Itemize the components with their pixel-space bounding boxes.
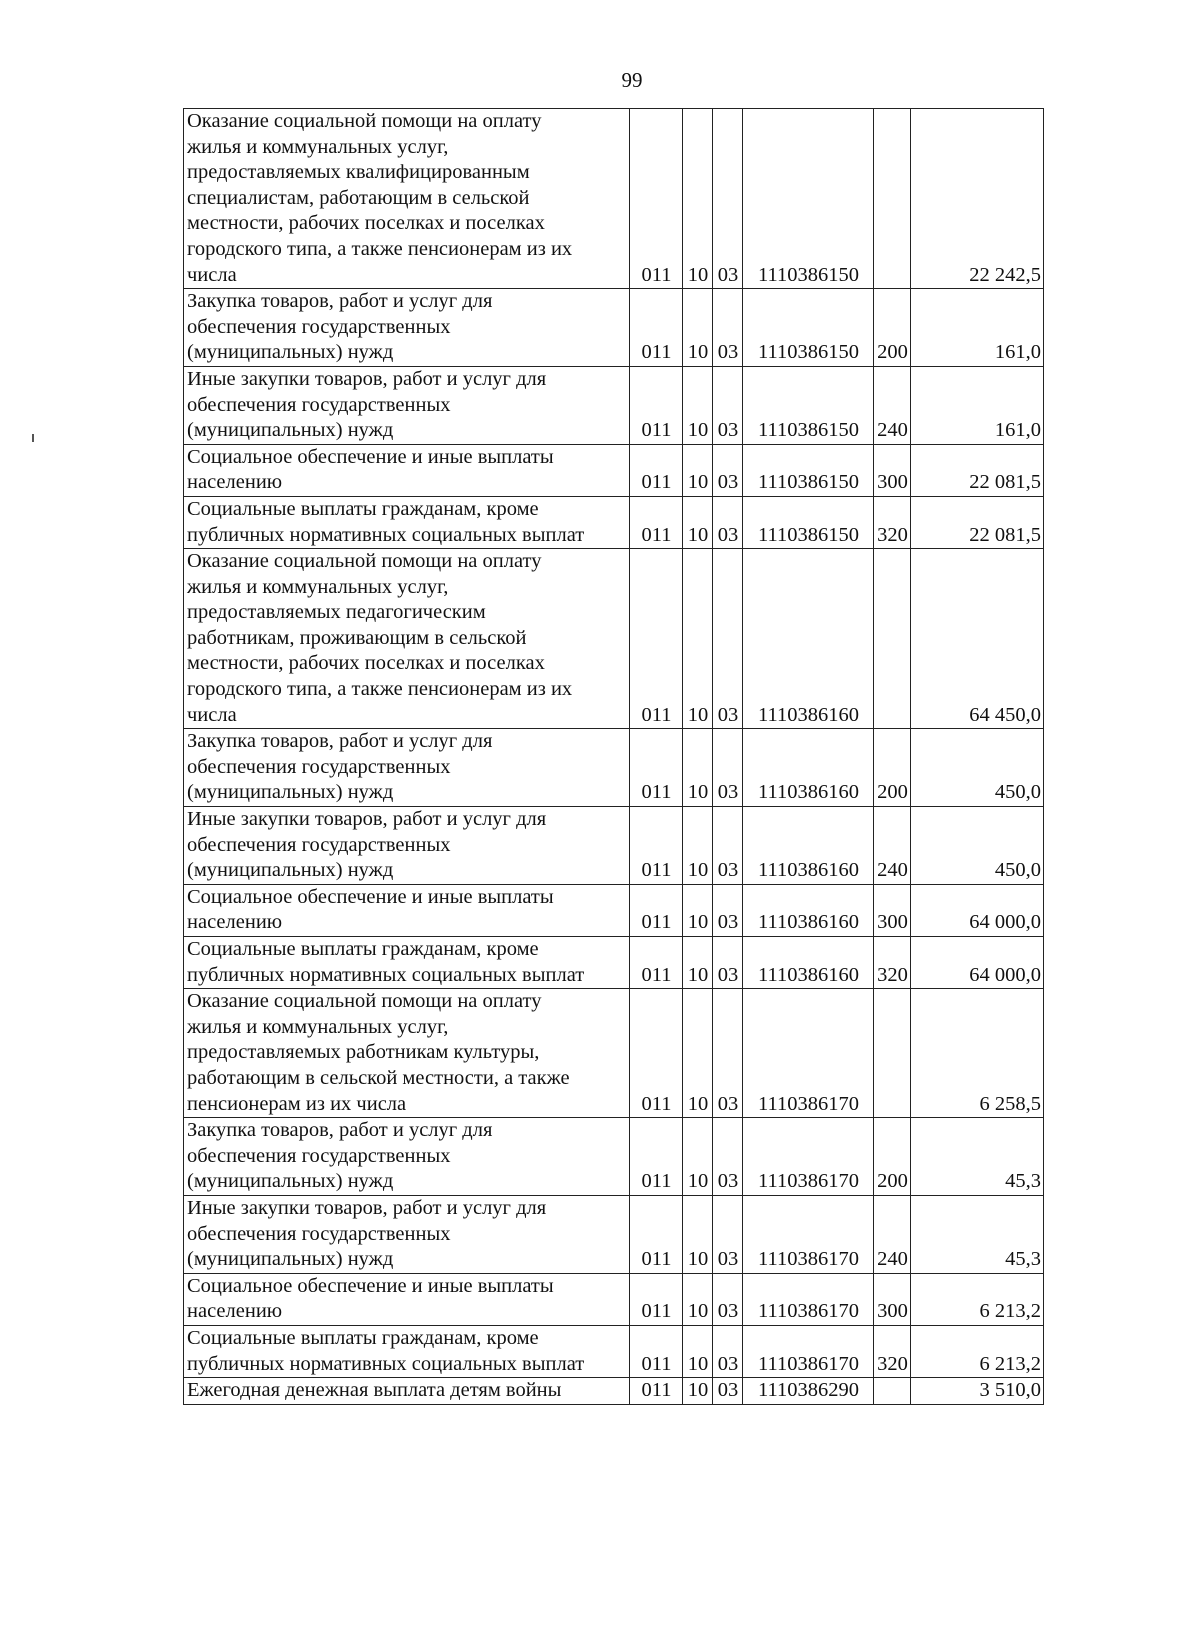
expense-type-cell: 240	[874, 807, 911, 885]
section-code-cell: 10	[683, 1195, 713, 1273]
target-article-cell: 1110386160	[743, 884, 874, 936]
target-article-cell: 1110386150	[743, 289, 874, 367]
amount-cell: 22 081,5	[911, 496, 1044, 548]
target-article-cell: 1110386170	[743, 1273, 874, 1325]
subsection-code-cell: 03	[713, 884, 743, 936]
target-article-cell: 1110386290	[743, 1378, 874, 1405]
amount-cell: 64 000,0	[911, 884, 1044, 936]
expense-type-cell: 300	[874, 884, 911, 936]
subsection-code-cell: 03	[713, 496, 743, 548]
section-code-cell: 10	[683, 1325, 713, 1377]
subsection-code-cell: 03	[713, 1195, 743, 1273]
table-row	[184, 109, 1044, 289]
budget-table-body	[184, 109, 1044, 1405]
expense-type-cell: 200	[874, 289, 911, 367]
amount-cell: 22 242,5	[911, 109, 1044, 289]
ministry-code-cell: 011	[630, 109, 683, 289]
expense-type-cell	[874, 549, 911, 729]
row-name-cell: Социальные выплаты гражданам, кроме публичных нормативных социальных выплат	[184, 496, 630, 548]
subsection-code-cell: 03	[713, 729, 743, 807]
subsection-code-cell: 03	[713, 1118, 743, 1196]
section-code-cell: 10	[683, 444, 713, 496]
section-code-cell: 10	[683, 729, 713, 807]
expense-type-cell: 200	[874, 1118, 911, 1196]
section-code-cell: 10	[683, 884, 713, 936]
row-name-cell: Иные закупки товаров, работ и услуг для обеспечения государственных (муниципальных) нужд	[184, 1195, 630, 1273]
section-code-cell: 10	[683, 109, 713, 289]
row-name-cell: Закупка товаров, работ и услуг для обеспечения государственных (муниципальных) нужд	[184, 289, 630, 367]
amount-cell: 6 213,2	[911, 1273, 1044, 1325]
scan-artifact	[32, 434, 34, 442]
subsection-code-cell: 03	[713, 549, 743, 729]
section-code-cell: 10	[683, 366, 713, 444]
subsection-code-cell: 03	[713, 1378, 743, 1405]
table-row	[184, 1195, 1044, 1273]
target-article-cell: 1110386150	[743, 366, 874, 444]
amount-cell: 45,3	[911, 1195, 1044, 1273]
target-article-cell: 1110386160	[743, 937, 874, 989]
section-code-cell: 10	[683, 989, 713, 1118]
row-name-cell: Социальное обеспечение и иные выплаты населению	[184, 444, 630, 496]
ministry-code-cell: 011	[630, 1273, 683, 1325]
row-name-cell: Социальные выплаты гражданам, кроме публичных нормативных социальных выплат	[184, 937, 630, 989]
table-row	[184, 289, 1044, 367]
ministry-code-cell: 011	[630, 807, 683, 885]
row-name-cell: Оказание социальной помощи на оплату жилья и коммунальных услуг, предоставляемых педагогическим работникам, проживающим в сельской местности, рабочих поселках и поселках городского типа, а также пенсионерам из их числа	[184, 549, 630, 729]
section-code-cell: 10	[683, 1118, 713, 1196]
table-row	[184, 729, 1044, 807]
target-article-cell: 1110386170	[743, 989, 874, 1118]
amount-cell: 64 450,0	[911, 549, 1044, 729]
target-article-cell: 1110386150	[743, 444, 874, 496]
ministry-code-cell: 011	[630, 1325, 683, 1377]
table-row	[184, 884, 1044, 936]
amount-cell: 22 081,5	[911, 444, 1044, 496]
subsection-code-cell: 03	[713, 807, 743, 885]
row-name-cell: Социальное обеспечение и иные выплаты населению	[184, 1273, 630, 1325]
ministry-code-cell: 011	[630, 444, 683, 496]
budget-table	[183, 108, 1044, 1405]
table-row	[184, 989, 1044, 1118]
section-code-cell: 10	[683, 1378, 713, 1405]
ministry-code-cell: 011	[630, 1378, 683, 1405]
ministry-code-cell: 011	[630, 496, 683, 548]
ministry-code-cell: 011	[630, 884, 683, 936]
ministry-code-cell: 011	[630, 989, 683, 1118]
amount-cell: 161,0	[911, 366, 1044, 444]
row-name-cell: Закупка товаров, работ и услуг для обеспечения государственных (муниципальных) нужд	[184, 1118, 630, 1196]
table-row	[184, 496, 1044, 548]
target-article-cell: 1110386170	[743, 1195, 874, 1273]
expense-type-cell: 320	[874, 1325, 911, 1377]
expense-type-cell: 320	[874, 937, 911, 989]
expense-type-cell	[874, 109, 911, 289]
row-name-cell: Оказание социальной помощи на оплату жилья и коммунальных услуг, предоставляемых квалифицированным специалистам, работающим в сельской местности, рабочих поселках и поселках городского типа, а также пенсионерам из их числа	[184, 109, 630, 289]
row-name-cell: Иные закупки товаров, работ и услуг для обеспечения государственных (муниципальных) нужд	[184, 807, 630, 885]
target-article-cell: 1110386170	[743, 1325, 874, 1377]
target-article-cell: 1110386160	[743, 729, 874, 807]
section-code-cell: 10	[683, 937, 713, 989]
table-row	[184, 366, 1044, 444]
subsection-code-cell: 03	[713, 109, 743, 289]
section-code-cell: 10	[683, 807, 713, 885]
ministry-code-cell: 011	[630, 729, 683, 807]
ministry-code-cell: 011	[630, 1195, 683, 1273]
amount-cell: 64 000,0	[911, 937, 1044, 989]
amount-cell: 3 510,0	[911, 1378, 1044, 1405]
target-article-cell: 1110386160	[743, 807, 874, 885]
expense-type-cell: 240	[874, 1195, 911, 1273]
section-code-cell: 10	[683, 1273, 713, 1325]
table-row	[184, 1273, 1044, 1325]
amount-cell: 161,0	[911, 289, 1044, 367]
section-code-cell: 10	[683, 549, 713, 729]
subsection-code-cell: 03	[713, 444, 743, 496]
expense-type-cell: 240	[874, 366, 911, 444]
table-row	[184, 1325, 1044, 1377]
amount-cell: 45,3	[911, 1118, 1044, 1196]
amount-cell: 6 258,5	[911, 989, 1044, 1118]
amount-cell: 6 213,2	[911, 1325, 1044, 1377]
table-row	[184, 1378, 1044, 1405]
target-article-cell: 1110386150	[743, 109, 874, 289]
row-name-cell: Оказание социальной помощи на оплату жилья и коммунальных услуг, предоставляемых работникам культуры, работающим в сельской местности, а также пенсионерам из их числа	[184, 989, 630, 1118]
amount-cell: 450,0	[911, 807, 1044, 885]
table-row	[184, 444, 1044, 496]
table-row	[184, 1118, 1044, 1196]
row-name-cell: Иные закупки товаров, работ и услуг для обеспечения государственных (муниципальных) нужд	[184, 366, 630, 444]
amount-cell: 450,0	[911, 729, 1044, 807]
target-article-cell: 1110386150	[743, 496, 874, 548]
subsection-code-cell: 03	[713, 1273, 743, 1325]
target-article-cell: 1110386170	[743, 1118, 874, 1196]
ministry-code-cell: 011	[630, 289, 683, 367]
row-name-cell: Социальные выплаты гражданам, кроме публичных нормативных социальных выплат	[184, 1325, 630, 1377]
table-row	[184, 937, 1044, 989]
ministry-code-cell: 011	[630, 366, 683, 444]
expense-type-cell	[874, 989, 911, 1118]
ministry-code-cell: 011	[630, 1118, 683, 1196]
row-name-cell: Ежегодная денежная выплата детям войны	[184, 1378, 630, 1405]
section-code-cell: 10	[683, 496, 713, 548]
subsection-code-cell: 03	[713, 366, 743, 444]
expense-type-cell: 300	[874, 444, 911, 496]
ministry-code-cell: 011	[630, 549, 683, 729]
subsection-code-cell: 03	[713, 1325, 743, 1377]
section-code-cell: 10	[683, 289, 713, 367]
row-name-cell: Закупка товаров, работ и услуг для обеспечения государственных (муниципальных) нужд	[184, 729, 630, 807]
subsection-code-cell: 03	[713, 289, 743, 367]
table-row	[184, 549, 1044, 729]
expense-type-cell: 300	[874, 1273, 911, 1325]
subsection-code-cell: 03	[713, 989, 743, 1118]
expense-type-cell: 320	[874, 496, 911, 548]
table-row	[184, 807, 1044, 885]
expense-type-cell	[874, 1378, 911, 1405]
expense-type-cell: 200	[874, 729, 911, 807]
subsection-code-cell: 03	[713, 937, 743, 989]
ministry-code-cell: 011	[630, 937, 683, 989]
target-article-cell: 1110386160	[743, 549, 874, 729]
row-name-cell: Социальное обеспечение и иные выплаты населению	[184, 884, 630, 936]
page-number: 99	[621, 68, 643, 92]
